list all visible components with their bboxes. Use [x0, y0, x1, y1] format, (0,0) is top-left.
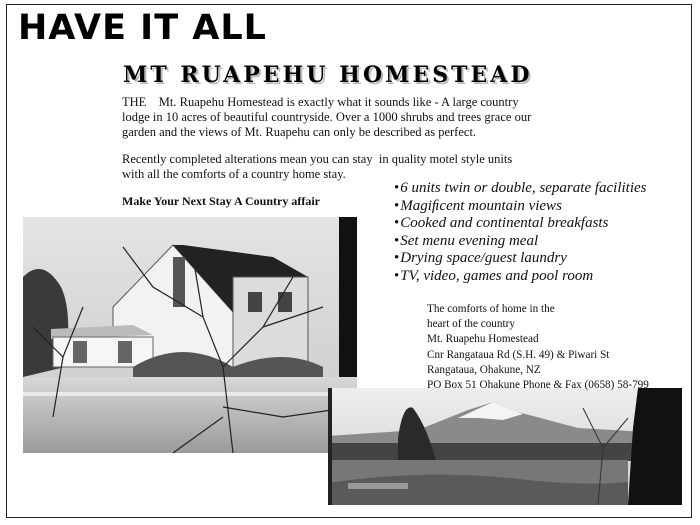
feature-list: [394, 180, 647, 286]
feature-item: • Set menu evening meal: [394, 233, 647, 251]
contact-line: Rangataua, Ohakune, NZ: [427, 363, 541, 376]
intro-line: lodge in 10 acres of beautiful countryside. Over a 1000 shrubs and trees grace our: [122, 110, 532, 124]
alterations-paragraph: [122, 152, 592, 182]
feature-item: • Cooked and continental breakfasts: [394, 215, 647, 233]
country-affair-subhead: Make Your Next Stay A Country affair: [122, 194, 320, 208]
homestead-photo: [23, 217, 357, 453]
contact-line: Cnr Rangataua Rd (S.H. 49) & Piwari St: [427, 348, 610, 361]
contact-block: [427, 302, 649, 393]
intro-paragraph: [122, 95, 602, 140]
alterations-line: with all the comforts of a country home stay.: [122, 167, 346, 181]
feature-item: • Drying space/guest laundry: [394, 250, 647, 268]
feature-item: • Magiﬁcent mountain views: [394, 198, 647, 216]
mountain-view-photo: [328, 388, 682, 505]
contact-line: Mt. Ruapehu Homestead: [427, 333, 539, 346]
contact-line: The comforts of home in the: [427, 303, 555, 315]
contact-line: PO Box 51 Ohakune Phone & Fax (0658) 58-799: [427, 379, 649, 392]
alterations-line: Recently completed alterations mean you can stay in quality motel style units: [122, 152, 513, 166]
feature-item: • TV, video, games and pool room: [394, 268, 647, 286]
intro-line: garden and the views of Mt. Ruapehu can only be described as perfect.: [122, 125, 477, 139]
contact-line: heart of the country: [427, 318, 515, 331]
headline: HAVE IT ALL: [18, 8, 267, 48]
feature-item: • 6 units twin or double, separate facilities: [394, 180, 647, 198]
homestead-title: MT RUAPEHU HOMESTEAD: [123, 62, 533, 88]
intro-line: THE Mt. Ruapehu Homestead is exactly what it sounds like - A large country: [122, 95, 519, 109]
